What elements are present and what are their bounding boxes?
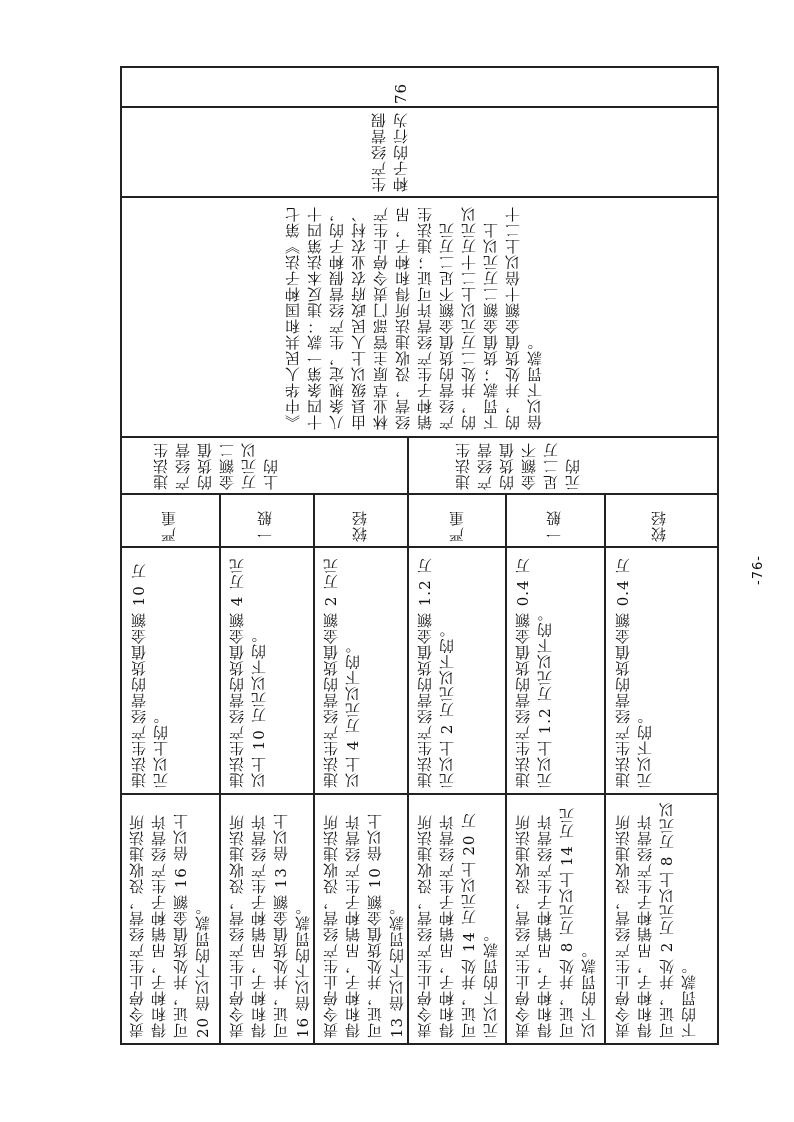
g1-standard-light: 责令停止生产经营，没收违法所得和种子，吊销种子生产经营许可证，并处 2 万元以上 8 万元以下的罚款。 <box>614 801 698 1038</box>
page-number: -76- <box>751 555 766 585</box>
illegal-behavior: 生产经营假种子的行为 <box>370 112 410 192</box>
g2-circumstance-light: 违法生产经营的货值金额 2 万元以上 4 万元以下的。 <box>322 557 362 788</box>
g2-level-divider-2 <box>219 493 221 1045</box>
condition-row-divider <box>120 493 719 495</box>
g1-circumstance-light: 违法生产经营的货值金额 0.4 万元以下的。 <box>614 557 654 788</box>
number-row-divider <box>120 106 719 108</box>
row-number: 76 <box>392 82 410 104</box>
g2-level-serious: 严重 <box>160 510 178 542</box>
group1-condition: 违法生产经营的货值金额不足二万元的 <box>454 442 582 490</box>
g1-circumstance-normal: 违法生产经营的货值金额 0.4 万元以上 1.2 万元以下的。 <box>514 557 554 788</box>
g2-standard-light: 责令停止生产经营，没收违法所得和种子，吊销种子生产经营许可证，并处货值金额 10 倍以上 13 倍以下的罚款。 <box>322 807 406 1038</box>
g2-level-light: 较轻 <box>351 510 369 542</box>
circumstance-row-divider <box>120 793 719 795</box>
g1-level-divider-2 <box>505 493 507 1045</box>
g1-standard-normal: 责令停止生产经营，没收违法所得和种子，吊销种子生产经营许可证，并处 8 万元以上 14 万元以下的罚款。 <box>514 807 598 1038</box>
table-border-top <box>120 66 719 68</box>
g1-level-light: 较轻 <box>650 510 668 542</box>
g2-standard-normal: 责令停止生产经营，没收违法所得和种子，吊销种子生产经营许可证，并处货值金额 13 倍以上 16 倍以下的罚款。 <box>228 807 312 1038</box>
legal-basis: 《中华人民共和国种子法》第七十四条第一款：违反本法第四十八条规定，生产经营假种子的，由县级以上人民政府农业农村、林业草原主管部门责令停止生产经营，没收违法所得和种子，吊销种子生产经营许可证；违法生产经营的货值金额不足二万元的，并处二万元以上二十万元以下罚款；货值金额二万元以上的，并处货值金额十倍以上二十倍以下罚款。 <box>284 206 544 430</box>
table-border-left <box>120 66 122 1045</box>
level-row-divider <box>120 546 719 548</box>
g1-standard-serious: 责令停止生产经营，没收违法所得和种子，吊销种子生产经营许可证，并处 14 万元以上 20 万元以下的罚款。 <box>416 812 500 1038</box>
g2-standard-serious: 责令停止生产经营，没收违法所得和种子，吊销种子生产经营许可证，并处货值金额 16 倍以上 20 倍以下的罚款。 <box>128 807 212 1038</box>
g2-circumstance-serious: 违法生产经营的货值金额 10 万元以上的。 <box>130 563 170 788</box>
basis-row-divider <box>120 436 719 438</box>
group2-condition: 违法生产经营的货值金额二万元以上的 <box>152 442 280 490</box>
g1-level-divider-1 <box>604 493 606 1045</box>
g1-circumstance-serious: 违法生产经营的货值金额 1.2 万元以上 2 万元以下的。 <box>416 557 456 788</box>
table-border-right <box>717 66 719 1045</box>
g2-circumstance-normal: 违法生产经营的货值金额 4 万元以上 10 万元以下的。 <box>228 557 268 788</box>
g1-level-normal: 一般 <box>545 510 563 542</box>
g2-level-normal: 一般 <box>256 510 274 542</box>
table-border-bottom <box>120 1043 719 1045</box>
behavior-row-divider <box>120 196 719 198</box>
g1-level-serious: 严重 <box>448 510 466 542</box>
